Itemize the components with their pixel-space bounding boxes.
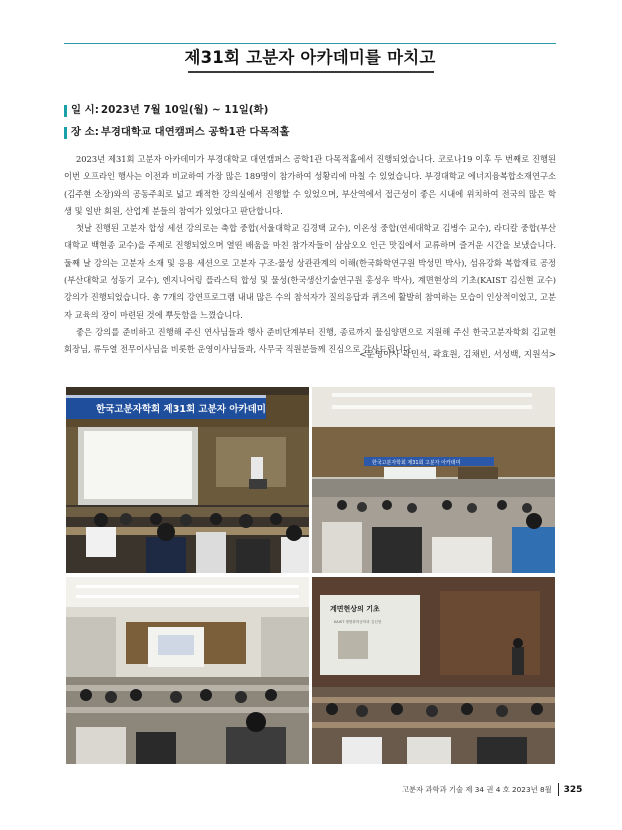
slide-subtitle: KAIST 생명화학공학과 김신현 xyxy=(334,620,382,624)
slide-title: 계면현상의 기초 xyxy=(330,605,380,613)
photo-lecture-hall-banner xyxy=(66,387,309,573)
journal-info: 고분자 과학과 기술 제 34 권 4 호 2023년 8월 xyxy=(402,784,552,794)
article-title: 제31회 고분자 아카데미를 마치고 xyxy=(184,48,436,67)
paragraph-3: 좋은 강의를 준비하고 진행해 주신 연사님들과 행사 준비단계부터 진행, 종료까지 물심양면으로 지원해 주신 한국고분자학회 김교현 회장님, 류두열 전무이사님을 비롯한 운영이사님들과, 사무국 직원분들께 진심으로 감사드립니다. xyxy=(64,326,556,355)
footer-divider xyxy=(558,783,559,796)
paragraph-1: 2023년 제31회 고분자 아카데미가 부경대학교 대연캠퍼스 공학1관 다목적홀에서 진행되었습니다. 코로나19 이후 두 번째로 진행된 이번 오프라인 행사는 이전과 비교하여 가장 많은 189명이 참가하여 성황리에 마칠 수 있었습니다. 부경대학교 에너지융복합소재연구소(김주현 소장)와의 공동주최로 넓고 쾌적한 강의실에서 진행할 수 있었으며, 부산역에서 접근성이 좋은 시내에 위치하여 전국의 많은 학생 및 일반 회원, 산업계 분들의 참여가 있었다고 판단합니다. xyxy=(64,154,556,216)
photo-slide-presentation xyxy=(312,577,555,764)
date-line xyxy=(64,103,268,118)
date-key: 일 시: xyxy=(71,104,99,116)
date-value: 2023년 7월 10일(월) ~ 11일(화) xyxy=(100,104,269,116)
venue-marker xyxy=(64,127,67,139)
venue-key: 장 소: xyxy=(71,126,99,138)
date-marker xyxy=(64,105,67,117)
photo-audience-back xyxy=(66,577,309,764)
top-rule xyxy=(64,43,556,44)
photo-audience-wide xyxy=(312,387,555,573)
banner-text: 한국고분자학회 제31회 고분자 아카데미 xyxy=(96,404,266,415)
venue-value: 부경대학교 대연캠퍼스 공학1관 다목적홀 xyxy=(100,126,290,138)
article-body xyxy=(64,151,556,359)
page-footer xyxy=(402,783,582,796)
venue-line xyxy=(64,125,290,140)
title-underline xyxy=(188,71,434,73)
signature: <운영이사 곽민석, 곽효원, 김채빈, 서성백, 지원석> xyxy=(359,350,556,360)
banner-small-text: 한국고분자학회 제31회 고분자 아카데미 xyxy=(372,460,461,466)
paragraph-2: 첫날 진행된 고분자 합성 세션 강의로는 축합 중합(서울대학교 김경택 교수), 이온성 중합(연세대학교 김병수 교수), 라디칼 중합(부산대학교 백현종 교수)을 주제로 진행되었으며 열띤 배움을 마친 참가자들이 삼삼오오 인근 맛집에서 교류하며 즐거운 시간을 보냈습니다. 둘째 날 강의는 고분자 소재 및 응용 세션으로 고분자 구조-물성 상관관계의 이해(한국화학연구원 박성민 박사), 섬유강화 복합재료 공정(부산대학교 성동기 교수), 엔지니어링 플라스틱 합성 및 물성(한국생산기술연구원 홍성우 박사), 계면현상의 기초(KAIST 김신현 교수) 강의가 진행되었습니다. 총 7개의 강연프로그램 내내 많은 수의 참석자가 질의응답과 퀴즈에 활발히 참여하는 모습이 인상적이었고, 고분자 교육의 장이 마련된 것에 뿌듯함을 느꼈습니다. xyxy=(64,223,556,320)
page-number: 325 xyxy=(563,784,583,795)
